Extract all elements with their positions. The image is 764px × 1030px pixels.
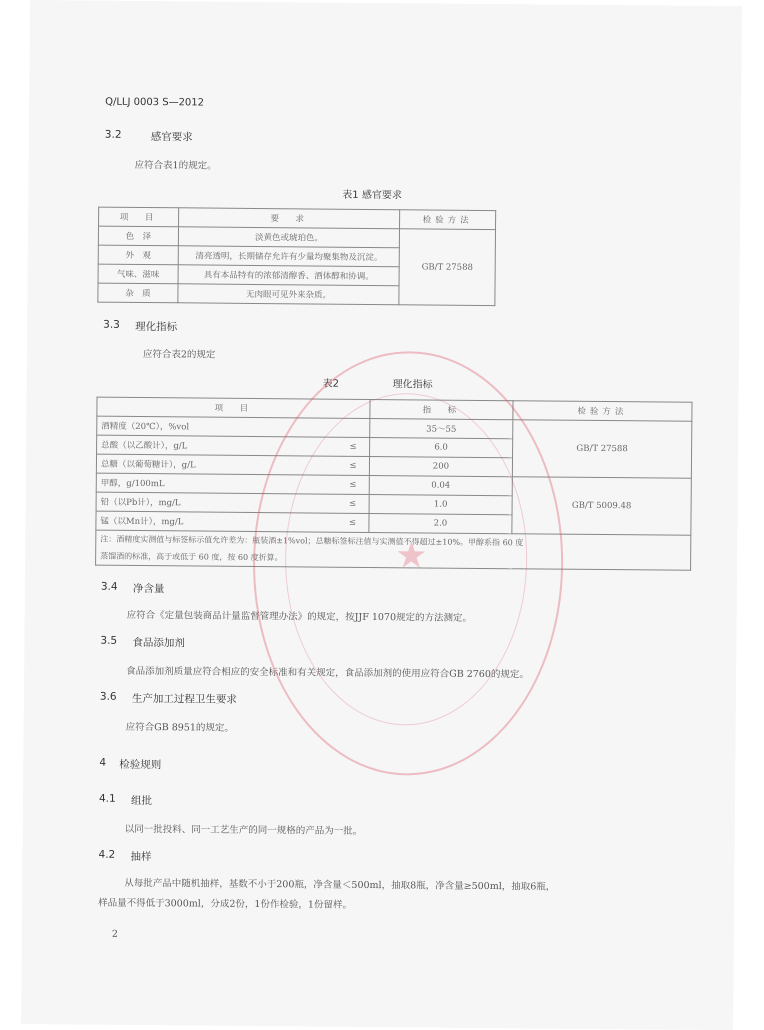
table1-row-item: 外 观 — [98, 245, 178, 265]
table2-row-value: 2.0 — [369, 513, 512, 533]
section-3-3-number: 3.3 — [103, 318, 120, 331]
table1-caption: 表1 感官要求 — [342, 189, 402, 202]
table2-note-line1: 注：酒精度实测值与标签标示值允许差为：瓶装酒±1%vol；总糖标签标注值与实测值不得超过±10%。甲醇系指 60 度 — [100, 534, 524, 548]
table1-row-req: 具有本品特有的浓郁清醇香、酒体醇和协调。 — [178, 265, 399, 286]
table1-row-req: 淡黄色或琥珀色。 — [178, 227, 399, 248]
section-3-6-number: 3.6 — [99, 690, 117, 703]
table2-row-value: 6.0 — [370, 437, 513, 457]
table1-row-req: 清亮透明，长期储存允许有少量均聚集物及沉淀。 — [178, 246, 399, 267]
section-3-4-number: 3.4 — [100, 580, 118, 593]
table2-row-item: 锰（以Mn计），mg/L — [96, 511, 337, 532]
section-3-2-text: 应符合表1的规定。 — [134, 159, 217, 172]
table2-row-item: 酒精度（20℃），%vol — [97, 416, 338, 437]
table1-header-method: 检验方法 — [400, 210, 496, 230]
document-page — [21, 0, 742, 1030]
section-3-2-title: 感官要求 — [150, 131, 193, 144]
section-3-6-title: 生产加工过程卫生要求 — [131, 692, 237, 706]
section-3-3-title: 理化指标 — [135, 320, 178, 334]
table2-row-op: ≤ — [337, 494, 370, 513]
table2-row-value: 200 — [369, 456, 512, 476]
table1-header-req: 要 求 — [179, 208, 400, 229]
section-4-1-number: 4.1 — [98, 792, 116, 805]
table2-row-item: 总酸（以乙酸计），g/L — [97, 435, 338, 456]
section-3-3-text: 应符合表2的规定 — [142, 348, 216, 361]
table2-row-value: 0.04 — [369, 475, 512, 495]
table2-method-b: GB/T 5009.48 — [512, 477, 691, 536]
table2-row-item: 铅（以Pb计），mg/L — [96, 492, 337, 513]
table2-row-value: 1.0 — [369, 494, 512, 514]
section-3-4-text: 应符合《定量包装商品计量监督管理办法》的规定，按JJF 1070规定的方法测定。 — [126, 609, 473, 624]
table1-header-item: 项 目 — [99, 207, 179, 227]
section-3-6-text: 应符合GB 8951的规定。 — [125, 721, 234, 734]
table1-row-item: 色 泽 — [98, 226, 178, 246]
section-4-title: 检验规则 — [119, 758, 162, 772]
seal-star-icon: ★ — [394, 535, 428, 577]
table2-caption-label: 表2 — [322, 378, 340, 390]
table2-header-value: 指 标 — [370, 399, 513, 419]
section-3-5-title: 食品添加剂 — [132, 636, 185, 650]
table2-row-op: ≤ — [337, 475, 370, 494]
table2-caption-title: 理化指标 — [392, 379, 433, 391]
doc-code: Q/LLJ 0003 S—2012 — [105, 96, 205, 109]
table2-row-value: 35～55 — [370, 418, 513, 438]
table1-row-item: 气味、滋味 — [98, 264, 178, 284]
section-4-2-number: 4.2 — [98, 848, 116, 861]
table1-method: GB/T 27588 — [399, 229, 495, 306]
table1-row-req: 无肉眼可见外来杂质。 — [178, 284, 399, 305]
table2-header-item: 项 目 — [97, 397, 370, 418]
section-3-5-number: 3.5 — [100, 634, 118, 647]
table2-row-item: 总糖（以葡萄糖计），g/L — [96, 454, 337, 475]
section-4-2-title: 抽样 — [130, 850, 152, 864]
page-number: 2 — [111, 928, 118, 940]
table2-method-a: GB/T 27588 — [512, 420, 691, 479]
section-4-2-text-line1: 从每批产品中随机抽样，基数不小于200瓶，净含量＜500ml，抽取8瓶，净含量≥500ml，抽取6瓶， — [124, 877, 556, 893]
section-4-number: 4 — [99, 756, 107, 769]
table2-row-item: 甲醇，g/100mL — [96, 473, 337, 494]
official-seal — [251, 350, 565, 777]
table2-note-line2: 蒸馏酒的标准，高于或低于 60 度，按 60 度折算。 — [100, 551, 283, 563]
table1-row-item: 杂 质 — [98, 283, 178, 303]
section-4-2-text-line2: 样品量不得低于3000ml，分成2份，1份作检验，1份留样。 — [98, 897, 353, 911]
section-3-2-number: 3.2 — [104, 128, 122, 141]
section-4-1-text: 以同一批投料、同一工艺生产的同一规格的产品为一批。 — [124, 823, 363, 837]
section-3-5-text: 食品添加剂质量应符合相应的安全标准和有关规定，食品添加剂的使用应符合GB 2760的规定。 — [126, 665, 529, 681]
section-3-4-title: 净含量 — [132, 582, 165, 596]
table1 — [97, 207, 496, 306]
table2-header-method: 检验方法 — [513, 401, 692, 422]
table2-row-op: ≤ — [337, 437, 370, 456]
section-4-1-title: 组批 — [130, 794, 153, 808]
table2-row-op: ≤ — [336, 513, 369, 532]
table2-row-op: ≤ — [337, 456, 370, 475]
